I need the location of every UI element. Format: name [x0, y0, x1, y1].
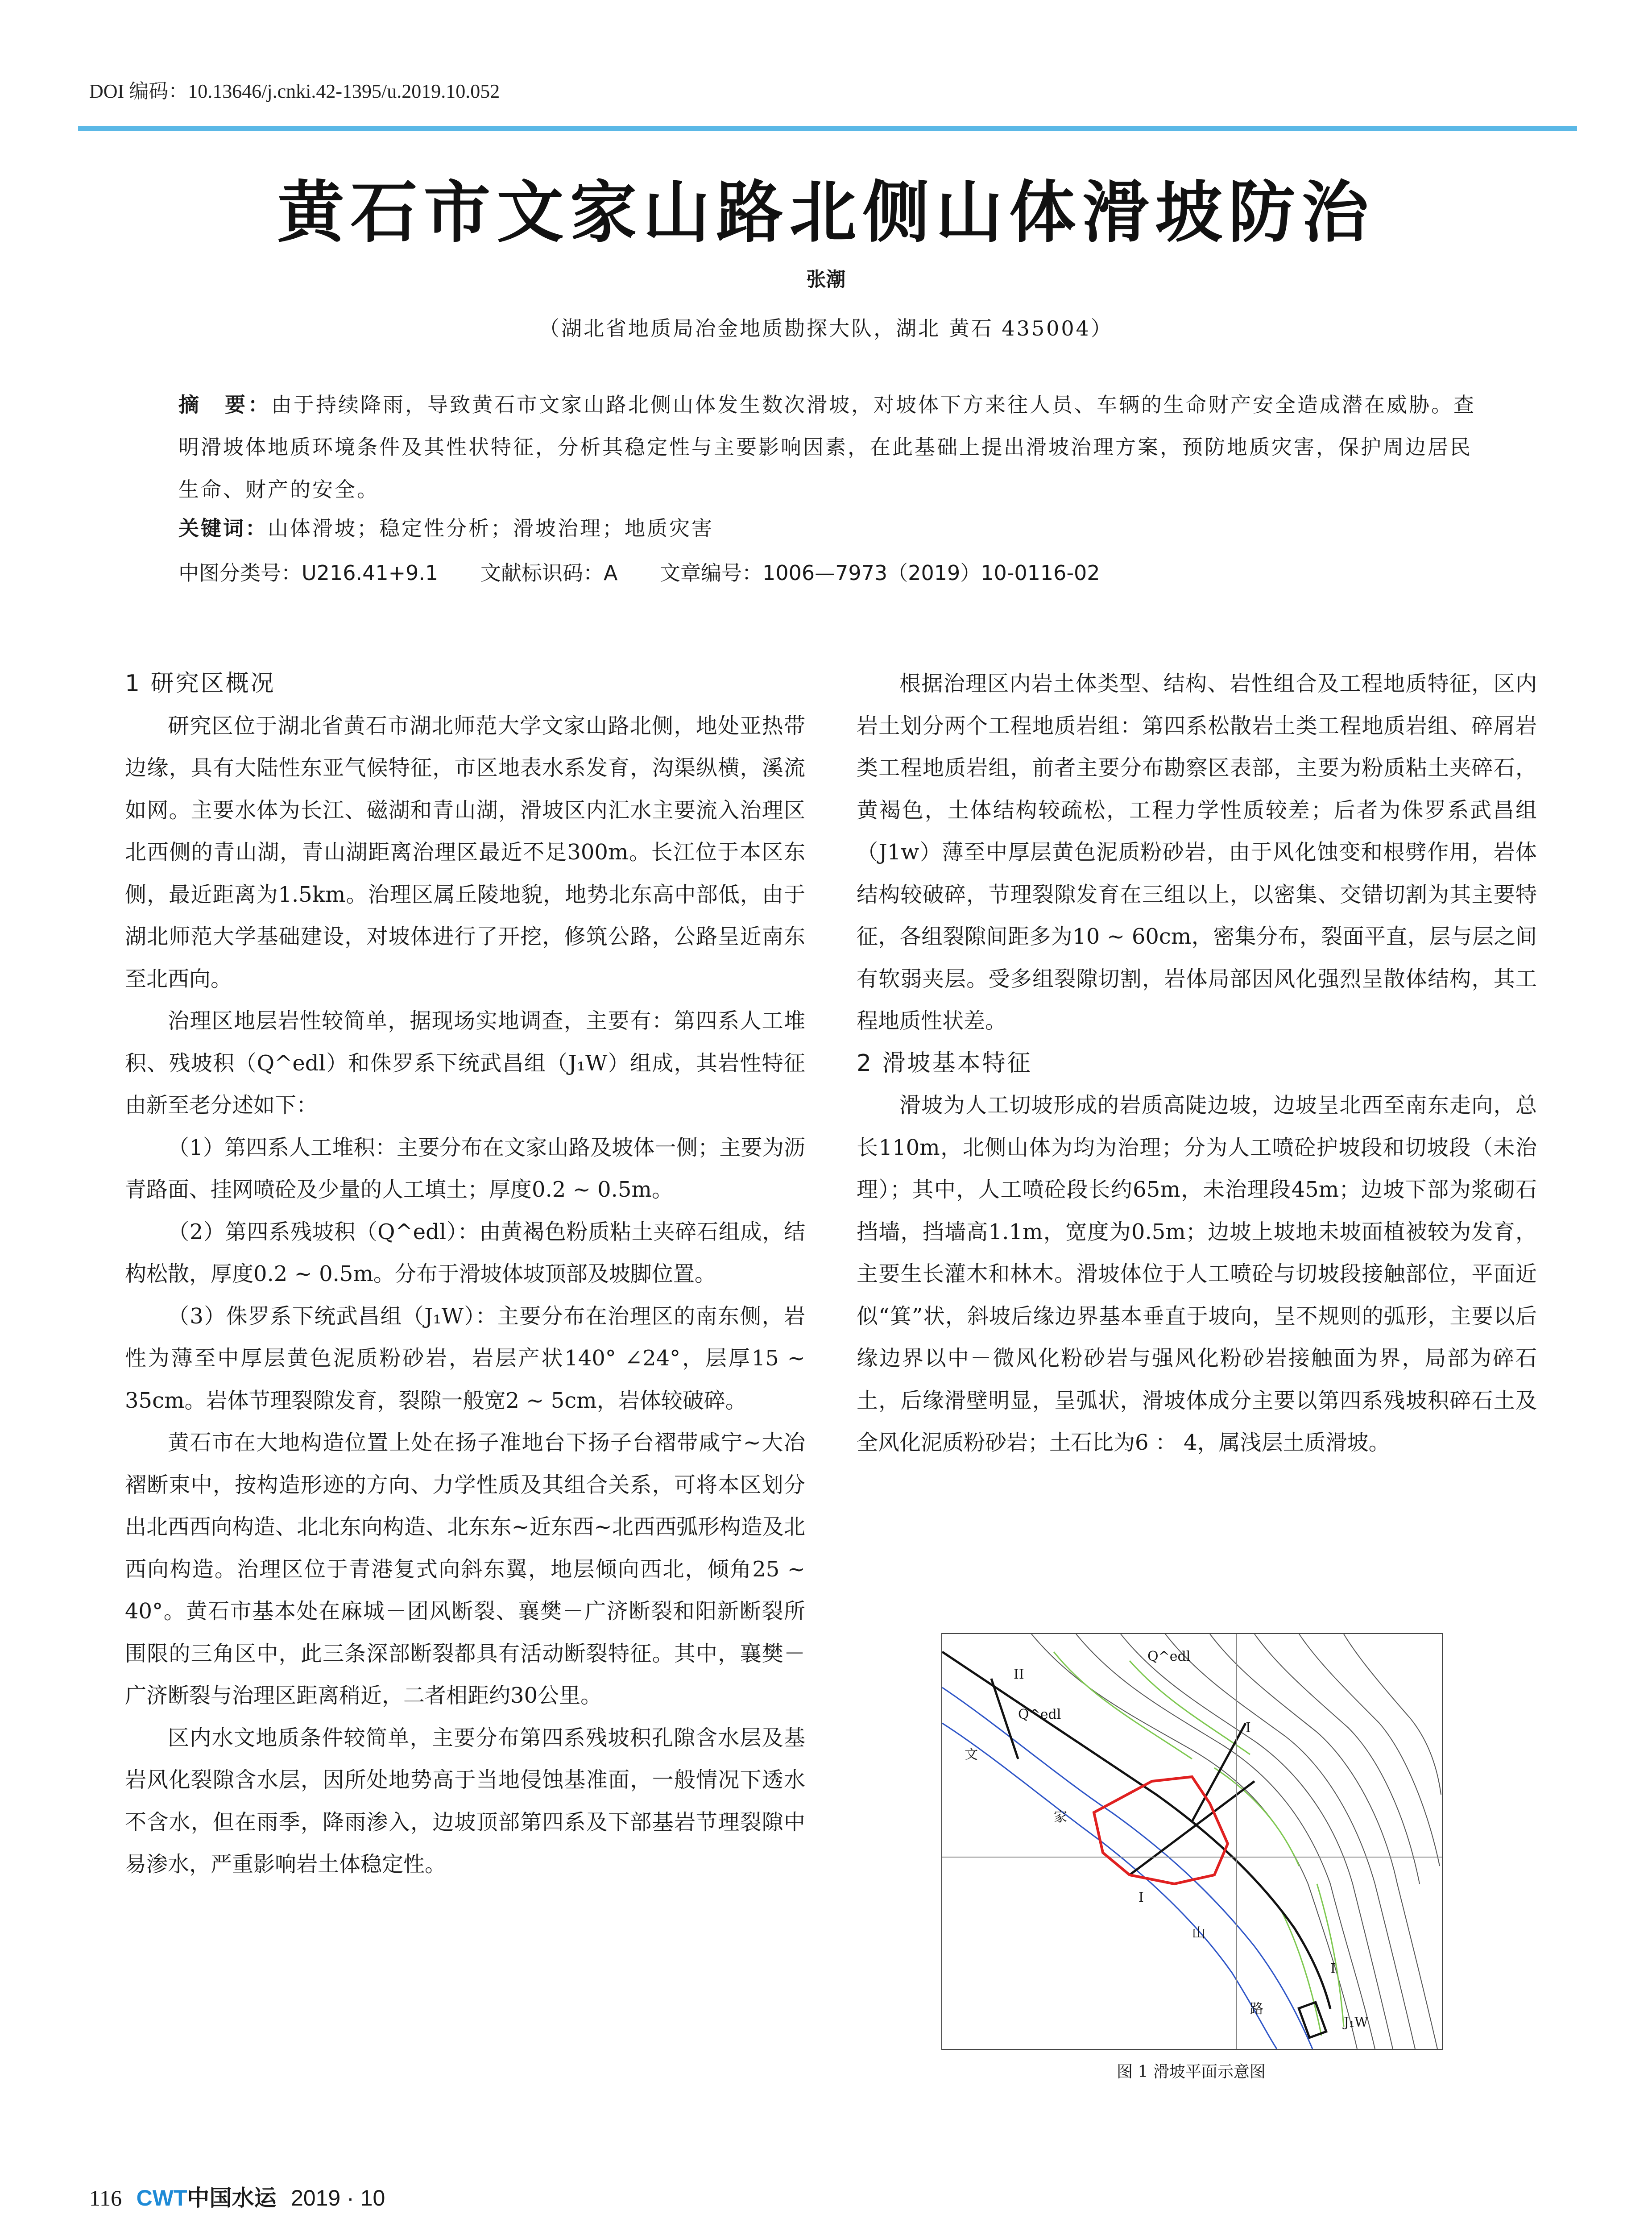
vegetation-lines [1054, 1652, 1344, 2036]
label-road-wen: 文 [965, 1747, 978, 1762]
paragraph: 治理区地层岩性较简单，据现场实地调查，主要有：第四系人工堆积、残坡积（Q^edl）和侏罗系下统武昌组（J₁W）组成，其岩性特征由新至老分述如下： [125, 1008, 805, 1118]
label-roman-1-top: I [1246, 1720, 1251, 1736]
label-j1w: J₁W [1344, 2015, 1368, 2030]
paragraph: 区内水文地质条件较简单，主要分布第四系残坡积孔隙含水层及基岩风化裂隙含水层，因所处地势高于当地侵蚀基准面，一般情况下透水不含水，但在雨季，降雨渗入，边坡顶部第四系及下部基岩节理裂隙中易渗水，严重影响岩土体稳定性。 [125, 1725, 805, 1877]
keywords [178, 512, 1490, 542]
figure-caption: 图 1 滑坡平面示意图 [1117, 2063, 1266, 2081]
label-roman-1-bottom: I [1330, 1961, 1336, 1977]
abstract-label: 摘 要： [178, 393, 271, 417]
label-q-left: Q^edl [1018, 1707, 1061, 1722]
grid-lines [942, 1634, 1442, 2049]
page-number: 116 [89, 2185, 122, 2210]
clc-number: 中图分类号：U216.41+9.1 [178, 561, 439, 585]
page-footer [89, 2180, 385, 2212]
paragraph: 黄石市在大地构造位置上处在扬子准地台下扬子台褶带咸宁~大冶褶断束中，按构造形迹的方向、力学性质及其组合关系，可将本区划分出北西西向构造、北北东向构造、北东东~近东西~北西西弧形构造及北西向构造。治理区位于青港复式向斜东翼，地层倾向西北，倾角25 ~ 40°。黄石市基本处在麻城－团风断裂、襄樊－广济断裂和阳新断裂所围限的三角区中，此三条深部断裂都具有活动断裂特征。其中，襄樊－广济断裂与治理区距离稍近，二者相距约30公里。 [125, 1430, 805, 1708]
label-q-top: Q^edl [1147, 1649, 1191, 1664]
right-column [857, 663, 1537, 1464]
abstract [178, 384, 1490, 511]
journal-brand: CWT [136, 2185, 187, 2210]
section-heading-1: 1 研究区概况 [125, 670, 276, 697]
issue-date: 2019 · 10 [291, 2185, 385, 2210]
paragraph: （2）第四系残坡积（Q^edl）：由黄褐色粉质粘土夹碎石组成，结构松散，厚度0.2 ~ 0.5m。分布于滑坡体坡顶部及坡脚位置。 [125, 1219, 805, 1286]
label-road-lu: 路 [1250, 2001, 1263, 2017]
paragraph: 根据治理区内岩土体类型、结构、岩性组合及工程地质特征，区内岩土划分两个工程地质岩组：第四系松散岩土类工程地质岩组、碎屑岩类工程地质岩组，前者主要分布勘察区表部，主要为粉质粘土夹碎石，黄褐色，土体结构较疏松，工程力学性质较差；后者为侏罗系武昌组（J1w）薄至中厚层黄色泥质粉砂岩，由于风化蚀变和根劈作用，岩体结构较破碎，节理裂隙发育在三组以上，以密集、交错切割为其主要特征，各组裂隙间距多为10 ~ 60cm，密集分布，裂面平直，层与层之间有软弱夹层。受多组裂隙切割，岩体局部因风化强烈呈散体结构，其工程地质性状差。 [857, 671, 1537, 1033]
paper-title: 黄石市文家山路北侧山体滑坡防治 [277, 174, 1375, 252]
left-column [125, 663, 805, 1886]
journal-name: 中国水运 [187, 2185, 277, 2211]
landslide-plan-figure [941, 1633, 1443, 2050]
landslide-plan-map [942, 1634, 1442, 2049]
doi-line: DOI 编码：10.13646/j.cnki.42-1395/u.2019.10.052 [89, 80, 500, 102]
road-edges [942, 1688, 1312, 2049]
label-roman-1-left: I [1139, 1890, 1144, 1905]
author-name: 张潮 [806, 268, 846, 291]
classification-line [178, 557, 1490, 586]
label-roman-2: II [1014, 1667, 1024, 1682]
paragraph: 滑坡为人工切坡形成的岩质高陡边坡，边坡呈北西至南东走向，总长110m，北侧山体为均为治理；分为人工喷砼护坡段和切坡段（未治理）；其中，人工喷砼段长约65m，未治理段45m；边坡下部为浆砌石挡墙，挡墙高1.1m，宽度为0.5m；边坡上坡地未坡面植被较为发育，主要生长灌木和林木。滑坡体位于人工喷砼与切坡段接触部位，平面近似“箕”状，斜坡后缘边界基本垂直于坡向，呈不规则的弧形，主要以后缘边界以中－微风化粉砂岩与强风化粉砂岩接触面为界，局部为碎石土，后缘滑壁明显，呈弧状，滑坡体成分主要以第四系残坡积碎石土及全风化泥质粉砂岩；土石比为6 ： 4，属浅层土质滑坡。 [857, 1093, 1537, 1455]
author-affiliation: （湖北省地质局冶金地质勘探大队，湖北 黄石 435004） [539, 316, 1113, 340]
paragraph: 研究区位于湖北省黄石市湖北师范大学文家山路北侧，地处亚热带边缘，具有大陆性东亚气候特征，市区地表水系发育，沟渠纵横，溪流如网。主要水体为长江、磁湖和青山湖，滑坡区内汇水主要流入治理区北西侧的青山湖，青山湖距离治理区最近不足300m。长江位于本区东侧，最近距离为1.5km。治理区属丘陵地貌，地势北东高中部低，由于湖北师范大学基础建设，对坡体进行了开挖，修筑公路，公路呈近南东至北西向。 [125, 713, 805, 991]
label-road-jia: 家 [1054, 1809, 1067, 1825]
retaining-feature [1299, 2002, 1326, 2037]
article-number: 文章编号：1006—7973（2019）10-0116-02 [660, 561, 1100, 585]
paragraph: （3）侏罗系下统武昌组（J₁W）：主要分布在治理区的南东侧，岩性为薄至中厚层黄色泥质粉砂岩，岩层产状140° ∠24°，层厚15 ~ 35cm。岩体节理裂隙发育，裂隙一般宽2 ~ 5cm，岩体较破碎。 [125, 1303, 805, 1413]
doc-code: 文献标识码：A [480, 561, 618, 585]
abstract-text: 由于持续降雨，导致黄石市文家山路北侧山体发生数次滑坡，对坡体下方来往人员、车辆的生命财产安全造成潜在威胁。查明滑坡体地质环境条件及其性状特征，分析其稳定性与主要影响因素，在此基础上提出滑坡治理方案，预防地质灾害，保护周边居民生命、财产的安全。 [178, 393, 1476, 502]
keywords-text: 山体滑坡；稳定性分析；滑坡治理；地质灾害 [268, 516, 714, 540]
label-road-shan: 山 [1192, 1925, 1205, 1941]
section-heading-2: 2 滑坡基本特征 [857, 1049, 1032, 1077]
paragraph: （1）第四系人工堆积：主要分布在文家山路及坡体一侧；主要为沥青路面、挂网喷砼及少量的人工填土；厚度0.2 ~ 0.5m。 [125, 1135, 805, 1202]
keywords-label: 关键词： [178, 516, 268, 540]
header-rule [78, 126, 1577, 131]
